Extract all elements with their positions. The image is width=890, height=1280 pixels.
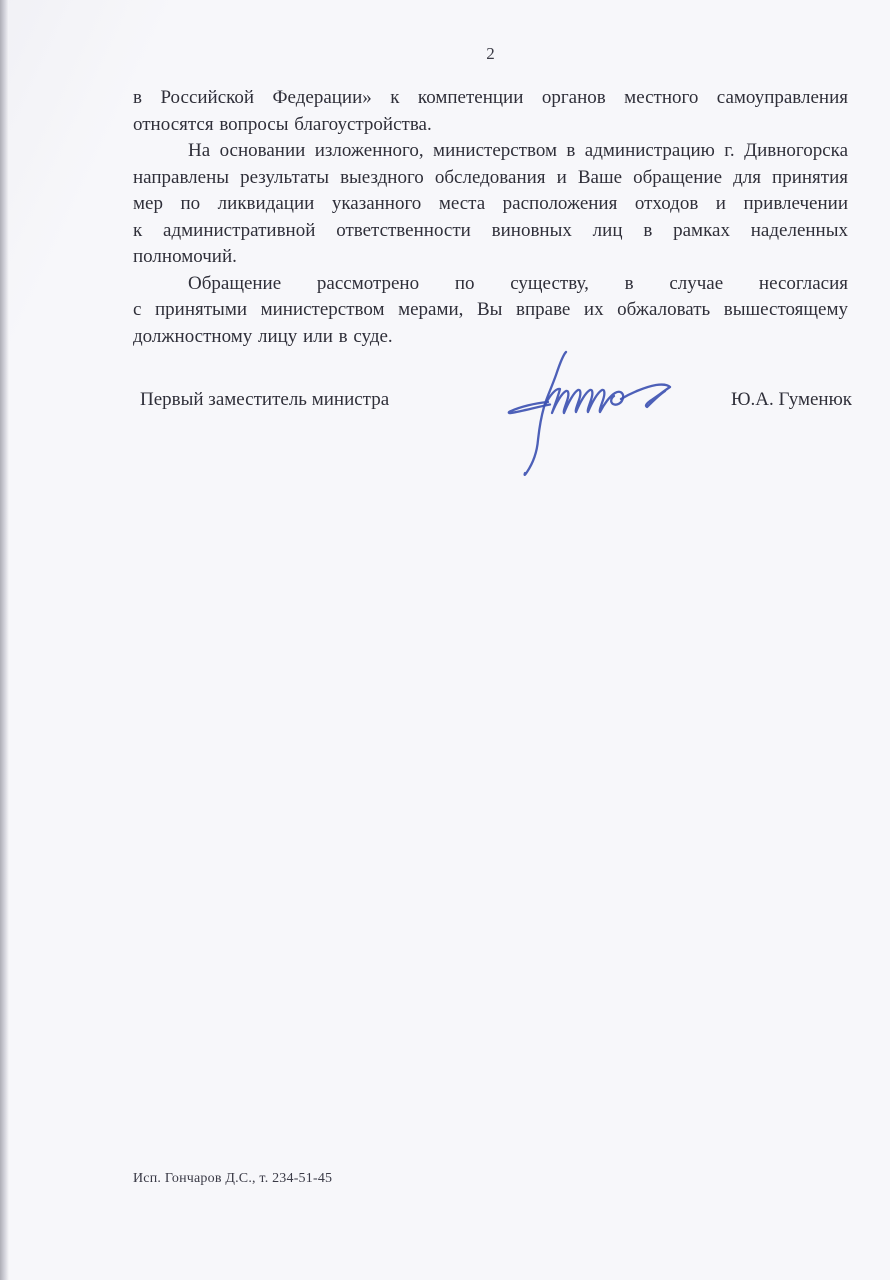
text-line: в Российской Федерации» к компетенции органов местного самоуправления [133,87,848,108]
scan-edge-shadow [0,0,9,1280]
text-line: с принятыми министерством мерами, Вы вправе их обжаловать вышестоящему [133,299,848,320]
text-line: На основании изложенного, министерством в администрацию г. Дивногорска [188,140,848,161]
signer-name: Ю.А. Гуменюк [730,389,852,410]
signature-icon [493,345,675,487]
executor-note: Исп. Гончаров Д.С., т. 234-51-45 [133,1171,333,1186]
paragraph [133,271,848,351]
page-number: 2 [486,44,495,63]
text-line: полномочий. [133,246,237,267]
paragraph [133,138,848,271]
text-line: мер по ликвидации указанного места расположения отходов и привлечении [133,193,848,214]
text-line: Обращение рассмотрено по существу, в случае несогласия [188,272,848,294]
text-line: должностному лицу или в суде. [133,325,393,347]
text-line: к административной ответственности виновных лиц в рамках наделенных [133,219,848,241]
text-line: относятся вопросы благоустройства. [133,113,432,135]
letter-body [133,85,848,350]
paragraph [133,85,848,138]
signer-title: Первый заместитель министра [140,389,390,410]
text-line: направлены результаты выездного обследования и Ваше обращение для принятия [133,166,848,188]
